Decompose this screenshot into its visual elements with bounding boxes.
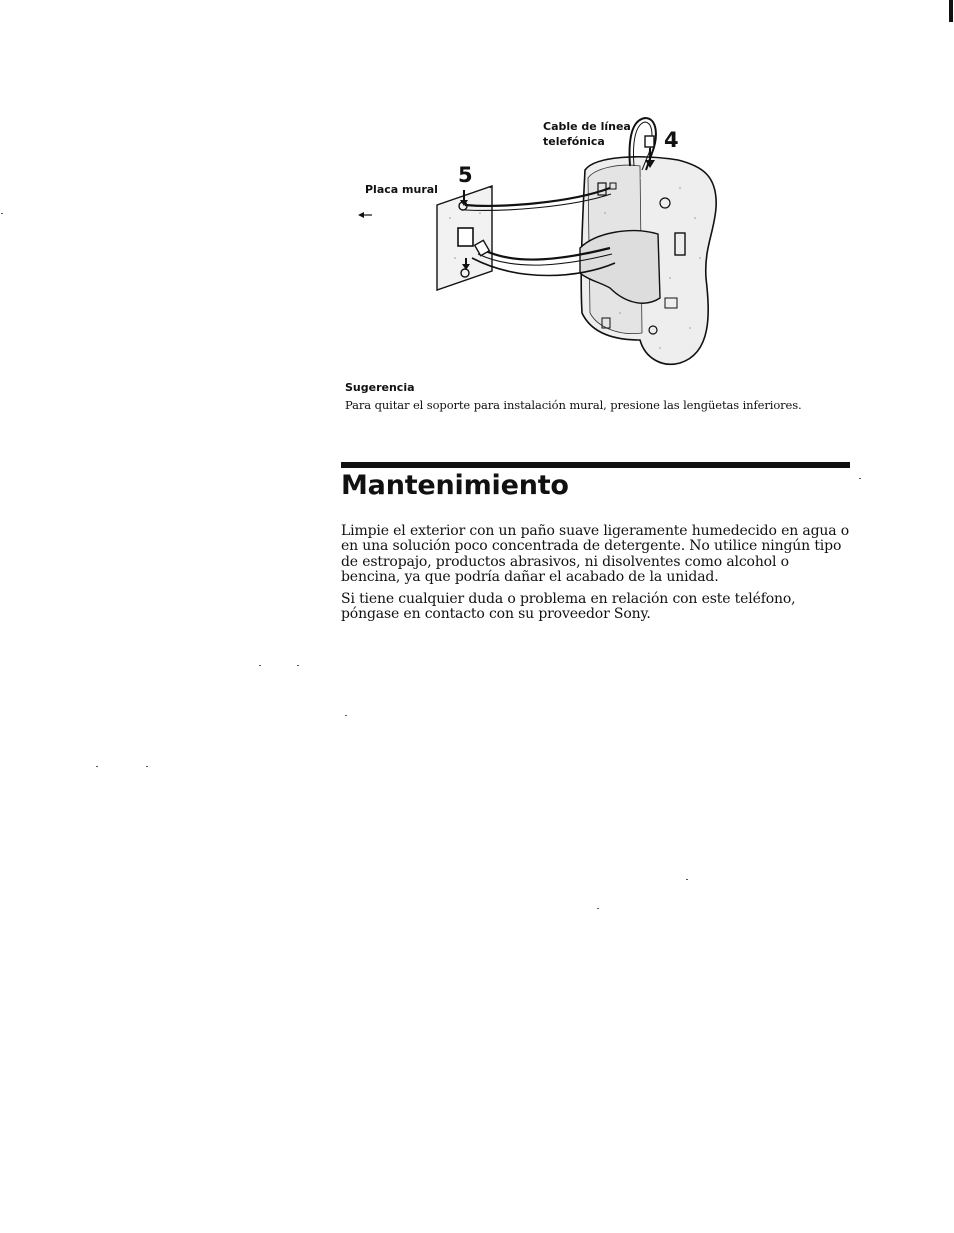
scan-speck	[597, 908, 599, 909]
scan-speck	[297, 665, 299, 666]
tip-heading: Sugerencia	[345, 381, 415, 394]
phone-wall-diagram	[340, 108, 740, 373]
cable-plug-top	[645, 136, 654, 147]
label-cable-line	[543, 119, 631, 149]
page-edge-mark	[949, 0, 953, 22]
step-5-number: 5	[458, 163, 473, 187]
scan-speck	[1, 213, 3, 214]
wall-jack	[458, 228, 473, 246]
maintenance-paragraph-1: Limpie el exterior con un paño suave ligeramente humedecido en agua o en una solución poco concentrada de detergente. No utilice ningún tipo de estropajo, productos abrasivos, ni disolventes como alcohol o bencina, ya que podría dañar el acabado de la unidad.	[341, 523, 850, 585]
step-4-number: 4	[664, 128, 679, 152]
label-cable-line-2: telefónica	[543, 135, 605, 148]
label-cable-line-1: Cable de línea	[543, 120, 631, 133]
wall-mount-illustration	[340, 108, 740, 373]
maintenance-paragraph-2: Si tiene cualquier duda o problema en relación con este teléfono, póngase en contacto con su proveedor Sony.	[341, 591, 796, 623]
scan-speck	[686, 879, 688, 880]
scan-speck	[146, 766, 148, 767]
scan-speck	[345, 715, 347, 716]
section-title: Mantenimiento	[341, 470, 569, 501]
section-rule	[341, 462, 850, 468]
scan-speck	[259, 665, 261, 666]
scan-speck	[859, 478, 861, 479]
label-wall-plate: Placa mural	[365, 183, 438, 196]
tip-text: Para quitar el soporte para instalación mural, presione las lengüetas inferiores.	[345, 398, 802, 412]
scan-speck	[96, 766, 98, 767]
